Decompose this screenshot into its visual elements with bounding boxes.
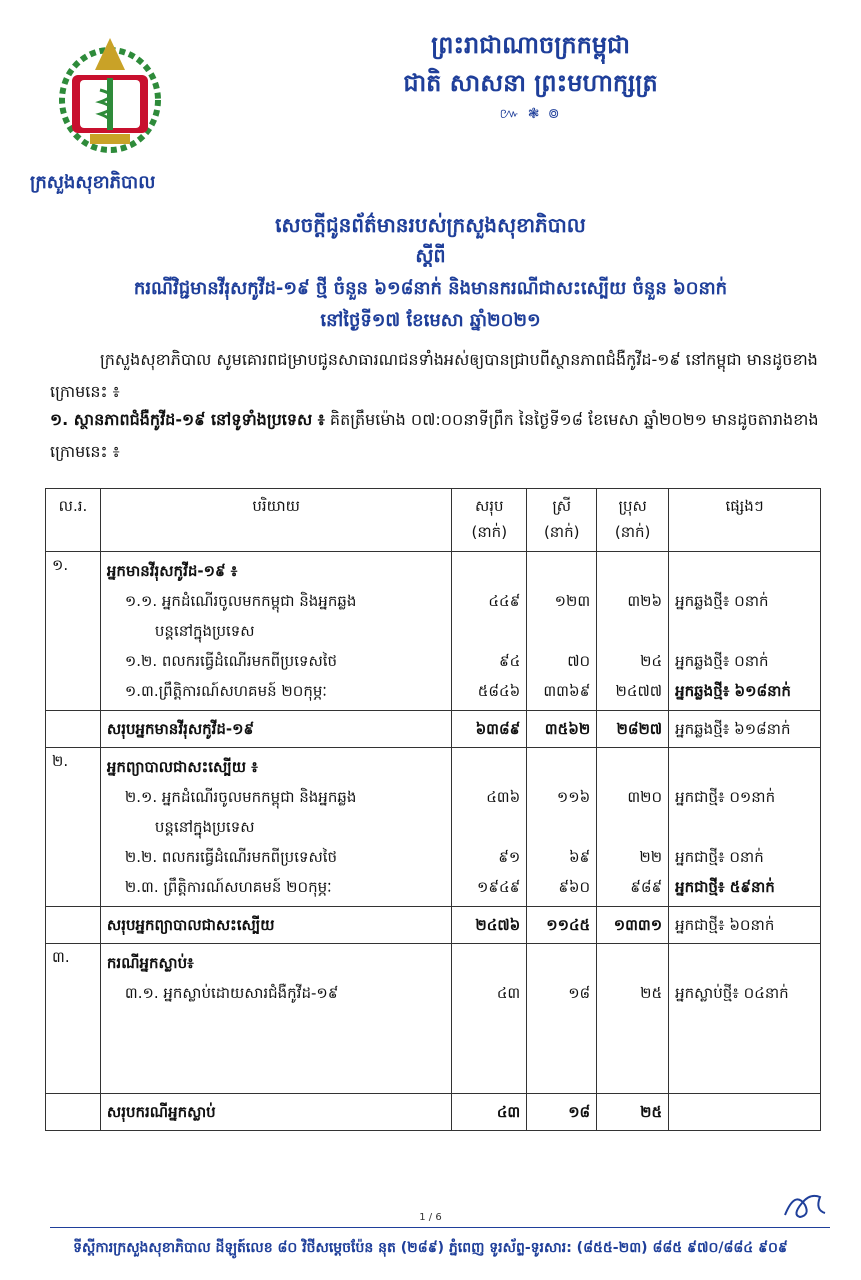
row-male: ២៥ [640,984,663,1002]
row-description: ២.៣. ព្រឹត្តិការណ៍សហគមន៍ ២០កុម្ភៈ [124,878,332,896]
header-female: ស្រី (នាក់) [527,489,597,552]
footer-address: ទីស្តីការក្រសួងសុខាភិបាល ដីឡូត៍លេខ ៨០ វិថីសម្តេចប៉ែន នុត (២៨៩) ភ្នំពេញ ទូរស័ព្ទ-ទូរសារ: (៨៥៥-២៣) ៨៨៥ ៩៧០/៨៨៤ ៩០៩ [73,1240,788,1256]
total-value: ៤៣ [452,1094,527,1131]
header-description: បរិយាយ [100,489,451,552]
row-note: អ្នកឆ្លងថ្មី៖ ០នាក់ [675,652,769,670]
total-note: អ្នកឆ្លងថ្មី៖ ៦១៨នាក់ [669,711,821,748]
total-male: ២៥ [597,1094,669,1131]
total-value: ៦៣៨៩ [452,711,527,748]
row-description: ៣.១. អ្នកស្លាប់ដោយសារជំងឺកូវីដ-១៩ [124,984,339,1002]
group-heading: អ្នកព្យាបាលជាសះស្បើយ ៖ [106,758,258,776]
row-note: អ្នកជាថ្មី៖ ០១នាក់ [675,788,776,806]
total-female: ១១៤៥ [527,907,597,944]
row-note: អ្នកឆ្លងថ្មី៖ ០នាក់ [675,592,769,610]
row-total: ៤៤៩ [488,592,521,610]
table-group-row [46,748,821,907]
footer-divider [50,1227,830,1228]
row-description: ២.២. ពលករធ្វើដំណើរមកពីប្រទេសថៃ [124,848,338,866]
row-total: ៥៨៤៦ [477,682,521,700]
header-no: ល.រ. [46,489,101,552]
group-total-row [46,907,821,944]
kingdom-title: ព្រះរាជាណាចក្រកម្ពុជា [431,31,630,59]
total-note: អ្នកជាថ្មី៖ ៦០នាក់ [669,907,821,944]
total-note [669,1094,821,1131]
table-group-row [46,552,821,711]
row-description: ២.១. អ្នកដំណើរចូលមកកម្ពុជា និងអ្នកឆ្លង [124,788,357,806]
row-description-cont: បន្តនៅក្នុងប្រទេស [154,818,255,836]
total-female: ៣៥៦២ [527,711,597,748]
row-female: ១២៣ [554,592,591,610]
row-male: ២២ [639,848,663,866]
header-total: សរុប (នាក់) [452,489,527,552]
row-note: អ្នកឆ្លងថ្មី៖ ៦១៨នាក់ [675,682,791,700]
total-label: សរុបអ្នកមានវីរុសកូវីដ-១៩ [100,711,451,748]
group-number: ២. [46,748,101,907]
row-description: ១.១. អ្នកដំណើរចូលមកកម្ពុជា និងអ្នកឆ្លង [124,592,357,610]
row-description: ១.២. ពលករធ្វើដំណើរមកពីប្រទេសថៃ [124,652,338,670]
section-1-heading: ១. ស្ថានភាពជំងឺកូវីដ-១៩ នៅទូទាំងប្រទេស ៖ [50,410,325,429]
table-group-row [46,944,821,1094]
table-header-row [46,489,821,552]
row-female: ៦៩ [568,848,591,866]
document-title: សេចក្តីជូនព័ត៌មានរបស់ក្រសួងសុខាភិបាល [275,213,586,237]
row-total: ១៩៤៩ [477,878,521,896]
group-total-row [46,1094,821,1131]
row-description-cont: បន្តនៅក្នុងប្រទេស [154,622,255,640]
total-male: ១៣៣១ [597,907,669,944]
row-male: ៣២០ [627,788,663,806]
ministry-name: ក្រសួងសុខាភិបាល [30,172,156,193]
section-1-text: គិតត្រឹមម៉ោង ០៧:០០នាទីព្រឹក នៃថ្ងៃទី១៨ ខែមេសា ឆ្នាំ២០២១ មានដូចតារាងខាងក្រោមនេះ ៖ [50,410,819,461]
total-male: ២៨២៧ [597,711,669,748]
row-female: ១១៦ [556,788,591,806]
group-heading: ករណីអ្នកស្លាប់៖ [106,954,194,972]
group-heading: អ្នកមានវីរុសកូវីដ-១៩ ៖ [106,562,238,580]
row-female: ១៨ [568,984,591,1002]
row-total: ៩១ [498,848,521,866]
row-note: អ្នកស្លាប់ថ្មី៖ ០៤នាក់ [675,984,789,1002]
header-other: ផ្សេងៗ [669,489,821,552]
document-subtitle-about: ស្តីពី [415,245,446,267]
group-number: ១. [46,552,101,711]
row-female: ៣៣៦៩ [543,682,591,700]
document-date: នៅថ្ងៃទី១៧ ខែមេសា ឆ្នាំ២០២១ [320,310,541,331]
covid-stats-table [45,488,821,1131]
row-male: ៣២៦ [627,592,663,610]
row-male: ២៤ [640,652,663,670]
intro-paragraph: ក្រសួងសុខាភិបាល សូមគោរពជម្រាបជូនសាធារណជនទាំងអស់ឲ្យបានជ្រាបពីស្ថានភាពជំងឺកូវីដ-១៩ នៅកម្ពុជា មានដូចខាងក្រោមនេះ ៖ [50,350,818,401]
total-label: សរុបអ្នកព្យាបាលជាសះស្បើយ [100,907,451,944]
total-female: ១៨ [527,1094,597,1131]
row-female: ៧០ [567,652,591,670]
ornament-divider: ៚ ❃ ៙ [499,106,562,122]
section-1-paragraph [50,404,840,468]
row-total: ៤៣៦ [486,788,521,806]
row-note: អ្នកជាថ្មី៖ ០នាក់ [675,848,764,866]
row-note: អ្នកជាថ្មី៖ ៥៩នាក់ [675,878,775,896]
row-total: ៤៣ [496,984,521,1002]
row-male: ៩៨៩ [630,878,663,896]
document-subject: ករណីវិជ្ជមានវីរុសកូវីដ-១៩ ថ្មី ចំនួន ៦១៨នាក់ និងមានករណីជាសះស្បើយ ចំនួន ៦០នាក់ [133,278,728,299]
header-male: ប្រុស (នាក់) [597,489,669,552]
row-total: ៩៤ [499,652,521,670]
row-description: ១.៣.ព្រឹត្តិការណ៍សហគមន៍ ២០កុម្ភៈ [124,682,327,700]
row-male: ២៤៧៧ [615,682,663,700]
row-female: ៩៦០ [558,878,591,896]
page-number: 1 / 6 [419,1212,442,1223]
total-value: ២៤៧៦ [452,907,527,944]
group-number: ៣. [46,944,101,1094]
total-label: សរុបករណីអ្នកស្លាប់ [100,1094,451,1131]
group-total-row [46,711,821,748]
national-motto: ជាតិ សាសនា ព្រះមហាក្សត្រ [403,69,658,97]
